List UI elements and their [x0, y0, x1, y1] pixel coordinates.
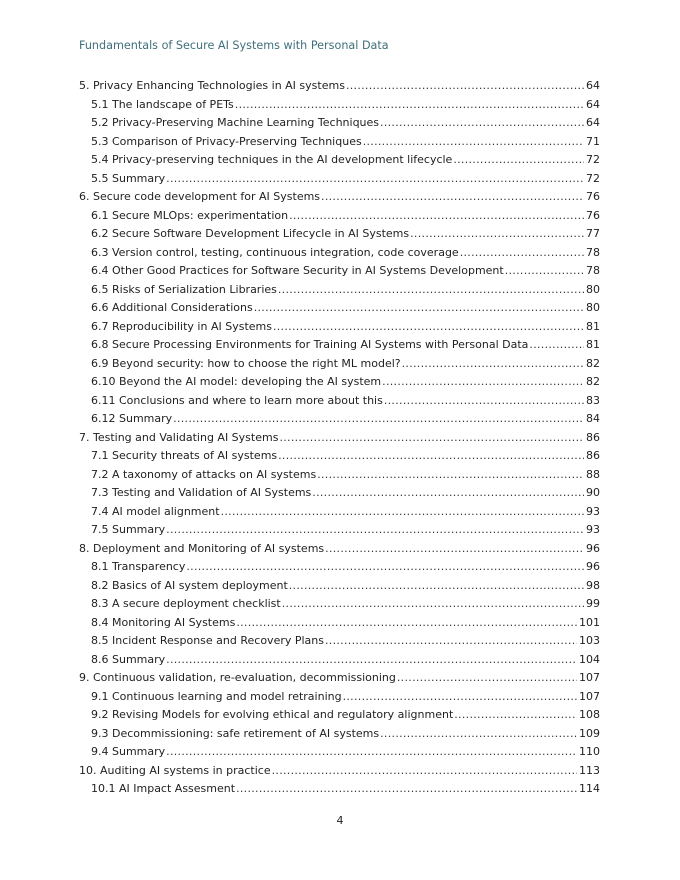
toc-entry-title: 6.10 Beyond the AI model: developing the AI system	[91, 375, 382, 388]
toc-chapter-entry[interactable]	[79, 77, 600, 96]
toc-dot-leader	[410, 225, 584, 244]
toc-entry-page: 96	[586, 560, 600, 573]
toc-dot-leader	[166, 651, 577, 670]
toc-entry-page: 99	[586, 597, 600, 610]
toc-entry-page: 103	[579, 634, 600, 647]
toc-entry-title: 5. Privacy Enhancing Technologies in AI systems	[79, 79, 345, 92]
toc-entry-page: 77	[586, 227, 600, 240]
toc-dot-leader	[289, 207, 584, 226]
toc-chapter-entry[interactable]	[79, 188, 600, 207]
toc-dot-leader	[279, 429, 584, 448]
toc-entry-title: 6.12 Summary	[91, 412, 173, 425]
toc-entry-title: 7.4 AI model alignment	[91, 504, 220, 518]
toc-section-entry[interactable]	[79, 410, 600, 429]
toc-entry-page: 72	[586, 153, 600, 166]
toc-section-entry[interactable]	[79, 392, 600, 411]
toc-section-entry[interactable]	[79, 632, 600, 651]
toc-entry-title: 8.2 Basics of AI system deployment	[91, 578, 288, 592]
toc-section-entry[interactable]	[79, 651, 600, 670]
toc-section-entry[interactable]	[79, 170, 600, 189]
toc-entry-title: 6.5 Risks of Serialization Libraries	[91, 282, 277, 296]
toc-entry-page: 107	[579, 689, 600, 703]
toc-entry-title: 8.1 Transparency	[91, 560, 186, 573]
toc-entry-page: 88	[586, 467, 600, 481]
toc-dot-leader	[343, 688, 577, 707]
toc-section-entry[interactable]	[79, 96, 600, 115]
toc-dot-leader	[402, 355, 584, 374]
toc-entry-title: 7.5 Summary	[91, 523, 166, 536]
toc-section-entry[interactable]	[79, 484, 600, 503]
toc-entry-title: 5.4 Privacy-preserving techniques in the AI development lifecycle	[91, 153, 453, 166]
toc-dot-leader	[166, 170, 584, 189]
toc-section-entry[interactable]	[79, 355, 600, 374]
toc-entry-page: 109	[579, 726, 600, 740]
toc-entry-title: 8.5 Incident Response and Recovery Plans	[91, 634, 324, 647]
toc-entry-title: 8.6 Summary	[91, 652, 166, 666]
toc-entry-page: 71	[586, 134, 600, 148]
toc-entry-title: 6.8 Secure Processing Environments for Training AI Systems with Personal Data	[91, 338, 529, 351]
toc-chapter-entry[interactable]	[79, 762, 600, 781]
toc-entry-page: 81	[586, 338, 600, 351]
toc-entry-page: 98	[586, 578, 600, 592]
toc-section-entry[interactable]	[79, 151, 600, 170]
toc-dot-leader	[166, 521, 584, 540]
toc-entry-page: 86	[586, 430, 600, 444]
toc-section-entry[interactable]	[79, 225, 600, 244]
toc-entry-title: 6.9 Beyond security: how to choose the right ML model?	[91, 356, 401, 370]
toc-chapter-entry[interactable]	[79, 669, 600, 688]
toc-entry-page: 86	[586, 449, 600, 462]
toc-entry-title: 7. Testing and Validating AI Systems	[79, 430, 279, 444]
toc-entry-page: 110	[579, 745, 600, 758]
toc-dot-leader	[282, 595, 584, 614]
toc-section-entry[interactable]	[79, 521, 600, 540]
toc-section-entry[interactable]	[79, 577, 600, 596]
toc-entry-page: 107	[579, 671, 600, 684]
toc-entry-title: 9.2 Revising Models for evolving ethical and regulatory alignment	[91, 708, 454, 721]
toc-section-entry[interactable]	[79, 318, 600, 337]
toc-entry-title: 6.7 Reproducibility in AI Systems	[91, 319, 272, 333]
toc-entry-title: 6.4 Other Good Practices for Software Security in AI Systems Development	[91, 264, 504, 277]
toc-entry-page: 64	[586, 79, 600, 92]
toc-dot-leader	[325, 632, 577, 651]
toc-section-entry[interactable]	[79, 466, 600, 485]
toc-entry-page: 83	[586, 393, 600, 407]
toc-entry-page: 80	[586, 282, 600, 296]
toc-entry-page: 76	[586, 190, 600, 203]
toc-entry-title: 8.4 Monitoring AI Systems	[91, 615, 236, 629]
toc-entry-page: 96	[586, 541, 600, 555]
toc-dot-leader	[289, 577, 584, 596]
toc-section-entry[interactable]	[79, 503, 600, 522]
toc-section-entry[interactable]	[79, 780, 600, 799]
toc-dot-leader	[221, 503, 584, 522]
toc-dot-leader	[346, 77, 584, 96]
toc-dot-leader	[325, 540, 584, 559]
toc-entry-title: 8. Deployment and Monitoring of AI systems	[79, 541, 325, 555]
toc-entry-title: 7.3 Testing and Validation of AI Systems	[91, 486, 312, 499]
toc-entry-title: 8.3 A secure deployment checklist	[91, 597, 281, 610]
toc-dot-leader	[173, 410, 584, 429]
toc-entry-title: 10. Auditing AI systems in practice	[79, 763, 271, 777]
toc-dot-leader	[312, 484, 584, 503]
toc-entry-title: 10.1 AI Impact Assesment	[91, 782, 236, 795]
toc-entry-title: 9.1 Continuous learning and model retraining	[91, 689, 342, 703]
toc-section-entry[interactable]	[79, 614, 600, 633]
toc-entry-page: 101	[579, 615, 600, 629]
toc-section-entry[interactable]	[79, 133, 600, 152]
toc-section-entry[interactable]	[79, 706, 600, 725]
toc-section-entry[interactable]	[79, 299, 600, 318]
toc-dot-leader	[397, 669, 577, 688]
toc-chapter-entry[interactable]	[79, 540, 600, 559]
toc-entry-page: 82	[586, 356, 600, 370]
toc-dot-leader	[273, 318, 584, 337]
toc-dot-leader	[363, 133, 584, 152]
toc-chapter-entry[interactable]	[79, 429, 600, 448]
toc-entry-title: 5.3 Comparison of Privacy-Preserving Techniques	[91, 134, 362, 148]
toc-section-entry[interactable]	[79, 688, 600, 707]
toc-entry-page: 80	[586, 301, 600, 314]
toc-section-entry[interactable]	[79, 558, 600, 577]
toc-dot-leader	[278, 447, 584, 466]
toc-dot-leader	[166, 743, 577, 762]
toc-dot-leader	[460, 244, 584, 263]
toc-dot-leader	[186, 558, 584, 577]
toc-section-entry[interactable]	[79, 595, 600, 614]
toc-entry-page: 72	[586, 171, 600, 185]
toc-entry-title: 7.2 A taxonomy of attacks on AI systems	[91, 467, 317, 481]
toc-entry-page: 64	[586, 116, 600, 129]
toc-section-entry[interactable]	[79, 373, 600, 392]
toc-dot-leader	[317, 466, 584, 485]
toc-entry-page: 78	[586, 264, 600, 277]
toc-entry-title: 9. Continuous validation, re-evaluation, decommissioning	[79, 671, 396, 684]
toc-section-entry[interactable]	[79, 281, 600, 300]
toc-entry-title: 6.1 Secure MLOps: experimentation	[91, 208, 289, 222]
toc-dot-leader	[529, 336, 584, 355]
toc-entry-page: 82	[586, 375, 600, 388]
toc-section-entry[interactable]	[79, 743, 600, 762]
toc-entry-title: 6. Secure code development for AI Systems	[79, 190, 321, 203]
toc-dot-leader	[321, 188, 584, 207]
toc-dot-leader	[453, 151, 584, 170]
toc-entry-title: 9.4 Summary	[91, 745, 166, 758]
toc-entry-page: 113	[579, 763, 600, 777]
toc-entry-page: 64	[586, 97, 600, 111]
toc-entry-page: 93	[586, 523, 600, 536]
toc-entry-title: 6.2 Secure Software Development Lifecycle in AI Systems	[91, 227, 410, 240]
toc-entry-title: 9.3 Decommissioning: safe retirement of AI systems	[91, 726, 380, 740]
toc-entry-title: 7.1 Security threats of AI systems	[91, 449, 278, 462]
toc-entry-title: 5.1 The landscape of PETs	[91, 97, 234, 111]
running-header: Fundamentals of Secure AI Systems with Personal Data	[79, 39, 389, 52]
toc-section-entry[interactable]	[79, 447, 600, 466]
page-number: 4	[336, 814, 344, 827]
toc-entry-page: 108	[579, 708, 600, 721]
toc-dot-leader	[236, 614, 577, 633]
toc-dot-leader	[382, 373, 584, 392]
toc-entry-page: 90	[586, 486, 600, 499]
toc-dot-leader	[236, 780, 577, 799]
toc-dot-leader	[235, 96, 584, 115]
toc-entry-page: 78	[586, 245, 600, 259]
toc-dot-leader	[505, 262, 584, 281]
toc-entry-title: 6.11 Conclusions and where to learn more about this	[91, 393, 383, 407]
toc-section-entry[interactable]	[79, 336, 600, 355]
toc-section-entry[interactable]	[79, 725, 600, 744]
toc-entry-page: 104	[579, 652, 600, 666]
toc-section-entry[interactable]	[79, 244, 600, 263]
toc-dot-leader	[380, 725, 577, 744]
toc-dot-leader	[254, 299, 584, 318]
toc-section-entry[interactable]	[79, 207, 600, 226]
toc-section-entry[interactable]	[79, 262, 600, 281]
toc-entry-page: 84	[586, 412, 600, 425]
toc-entry-page: 114	[579, 782, 600, 795]
toc-dot-leader	[272, 762, 577, 781]
toc-entry-title: 6.6 Additional Considerations	[91, 301, 253, 314]
toc-entry-title: 5.5 Summary	[91, 171, 166, 185]
toc-section-entry[interactable]	[79, 114, 600, 133]
toc-entry-page: 93	[586, 504, 600, 518]
toc-dot-leader	[278, 281, 584, 300]
table-of-contents	[79, 77, 600, 799]
toc-dot-leader	[380, 114, 584, 133]
toc-dot-leader	[384, 392, 584, 411]
toc-entry-title: 6.3 Version control, testing, continuous integration, code coverage	[91, 245, 459, 259]
toc-entry-page: 81	[586, 319, 600, 333]
toc-entry-page: 76	[586, 208, 600, 222]
toc-dot-leader	[454, 706, 577, 725]
toc-entry-title: 5.2 Privacy-Preserving Machine Learning Techniques	[91, 116, 380, 129]
